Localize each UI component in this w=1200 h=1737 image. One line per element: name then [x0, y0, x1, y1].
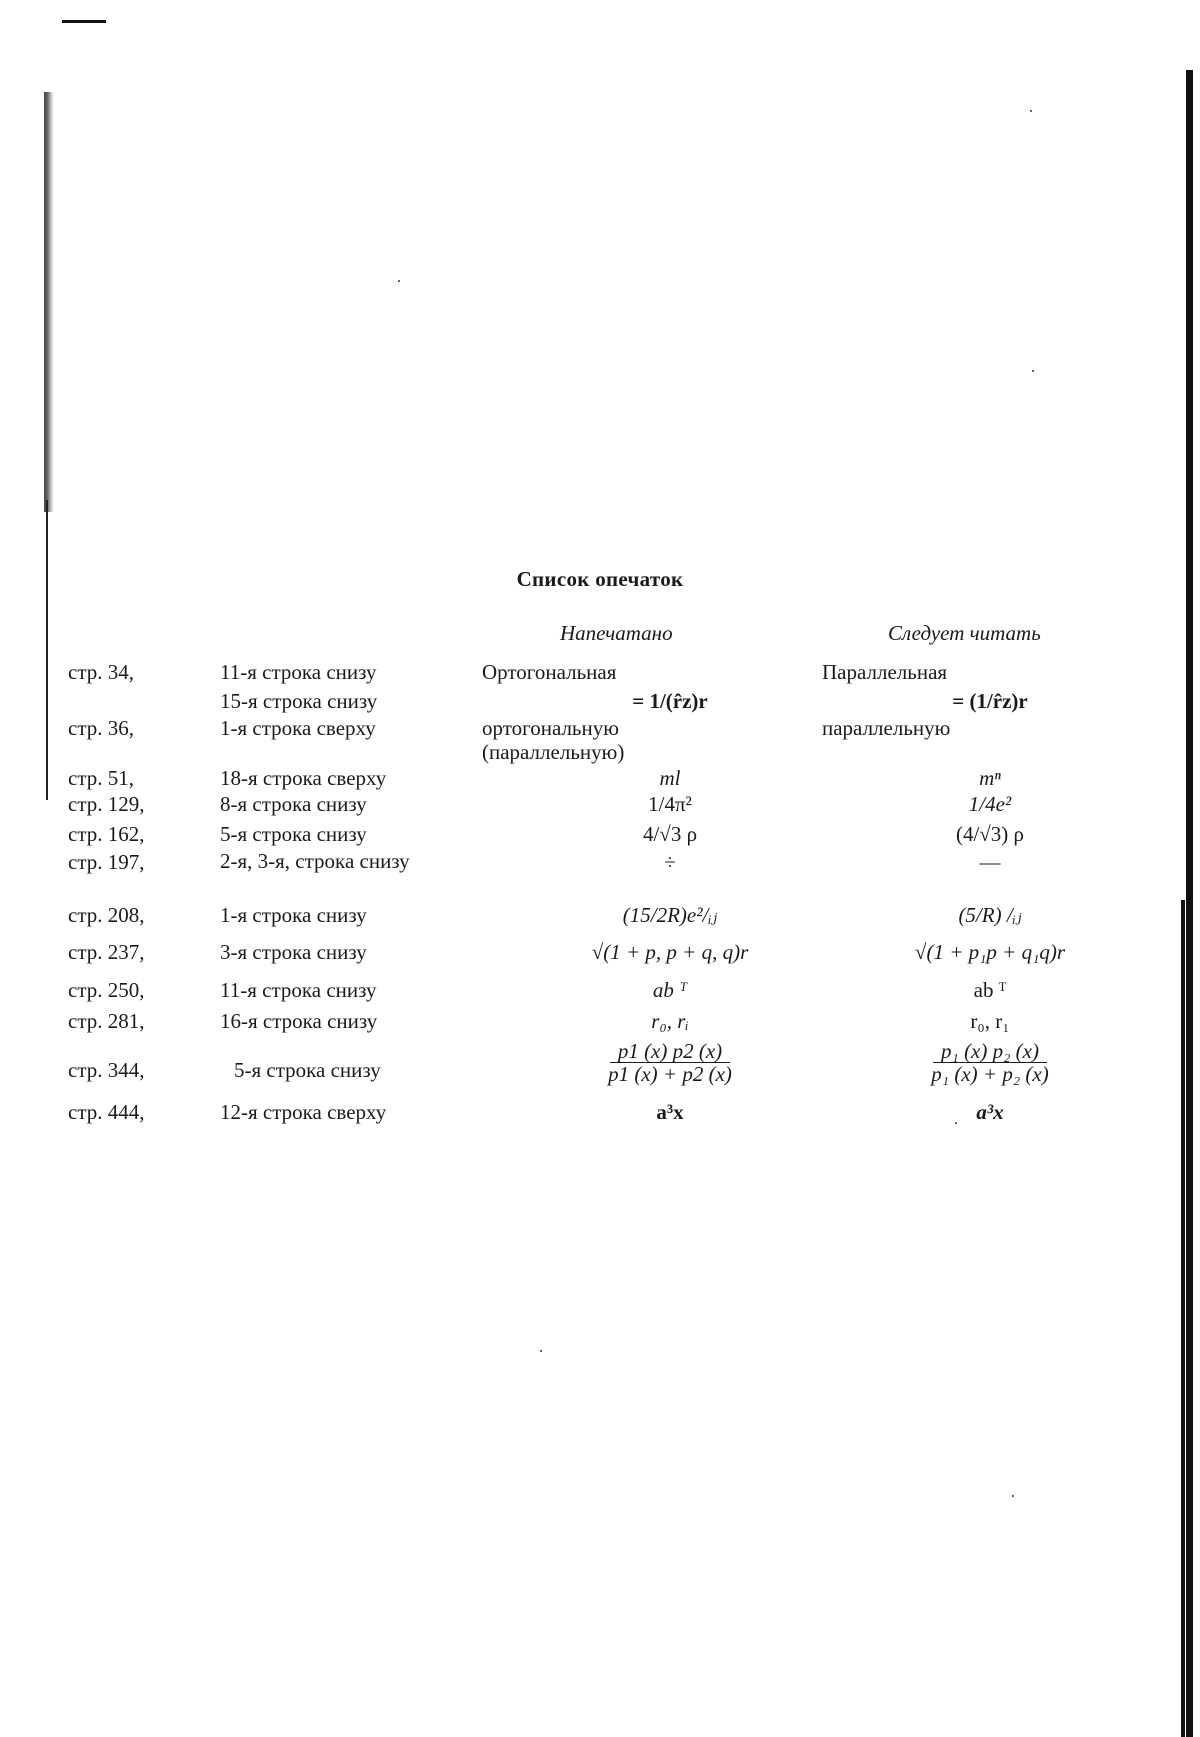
- printed-text: ортогональную: [482, 716, 619, 740]
- scan-dust: [398, 280, 400, 282]
- printed-text: = 1/(r̂z)r: [632, 689, 708, 713]
- line-ref: 3-я строка снизу: [220, 940, 367, 964]
- line-ref: 18-я строка сверху: [220, 766, 387, 790]
- printed-text: 4/√3 ρ: [642, 822, 698, 846]
- page-ref: стр. 51,: [68, 766, 135, 790]
- scan-edge-left: [44, 92, 54, 512]
- column-header-read: Следует читать: [888, 621, 1041, 645]
- correct-text: 1/4e²: [968, 792, 1012, 816]
- printed-text: r₀, rᵢ: [651, 1009, 689, 1033]
- page-ref: стр. 197,: [68, 850, 145, 874]
- line-ref: 1-я строка сверху: [220, 716, 376, 740]
- page-ref: стр. 237,: [68, 940, 145, 964]
- correct-text: (4/√3) ρ: [955, 822, 1025, 846]
- line-ref: 5-я строка снизу: [220, 822, 367, 846]
- correct-text: = (1/r̂z)r: [952, 689, 1028, 713]
- line-ref: 1-я строка снизу: [220, 903, 367, 927]
- page-ref: стр. 34,: [68, 660, 135, 684]
- correct-fraction: [840, 1040, 1140, 1085]
- printed-text-line2: (параллельную): [482, 740, 625, 764]
- printed-text: ab ᵀ: [652, 978, 688, 1002]
- printed-text: 1/4π²: [648, 792, 692, 816]
- page-title: Список опечаток: [516, 567, 684, 591]
- printed-text: ÷: [664, 850, 676, 874]
- correct-numerator: p₁ (x) p₂ (x): [933, 1040, 1047, 1063]
- printed-numerator: p1 (x) p2 (x): [610, 1040, 730, 1063]
- scan-mark: [62, 20, 106, 23]
- correct-text: a³x: [976, 1100, 1004, 1124]
- line-ref: 15-я строка снизу: [220, 689, 378, 713]
- line-ref: 8-я строка снизу: [220, 792, 367, 816]
- page-ref: стр. 129,: [68, 792, 145, 816]
- line-ref: 11-я строка снизу: [220, 978, 377, 1002]
- correct-text: √(1 + p₁p + q₁q)r: [914, 940, 1066, 964]
- line-ref: 11-я строка снизу: [220, 660, 377, 684]
- printed-text: Ортогональная: [482, 660, 617, 684]
- page-ref: стр. 36,: [68, 716, 135, 740]
- scan-dust: [540, 1350, 542, 1352]
- page-ref: стр. 444,: [68, 1100, 145, 1124]
- scan-edge-left-line: [46, 500, 48, 800]
- printed-text: (15/2R)e²/ᵢⱼ: [622, 903, 718, 927]
- scan-dust: [1032, 370, 1034, 372]
- printed-denominator: p1 (x) + p2 (x): [608, 1062, 732, 1086]
- correct-text: параллельную: [822, 716, 951, 740]
- page-ref: стр. 344,: [68, 1058, 145, 1082]
- correct-text: (5/R) /ᵢⱼ: [958, 903, 1022, 927]
- line-ref: 16-я строка снизу: [220, 1009, 378, 1033]
- column-header-printed: Напечатано: [560, 621, 673, 645]
- scan-edge-right: [1186, 70, 1193, 1737]
- page-ref: стр. 281,: [68, 1009, 145, 1033]
- correct-text: r₀, r₁: [970, 1009, 1010, 1033]
- scan-dust: [1030, 110, 1032, 112]
- printed-text: ml: [659, 766, 681, 790]
- page-ref: стр. 162,: [68, 822, 145, 846]
- correct-text: —: [979, 850, 1001, 874]
- line-ref: 5-я строка снизу: [234, 1058, 381, 1082]
- scan-dust: [1012, 1495, 1014, 1497]
- line-ref: 12-я строка сверху: [220, 1100, 387, 1124]
- printed-fraction: [520, 1040, 820, 1085]
- printed-text: √(1 + p, p + q, q)r: [591, 940, 749, 964]
- scan-edge-right-lower: [1181, 900, 1185, 1737]
- line-ref: 2-я, 3-я, строка снизу: [220, 849, 410, 873]
- printed-text: a³x: [656, 1100, 684, 1124]
- correct-text: Параллельная: [822, 660, 948, 684]
- correct-text: mⁿ: [979, 766, 1001, 790]
- correct-text: ab ᵀ: [973, 978, 1007, 1002]
- correct-denominator: p₁ (x) + p₂ (x): [931, 1062, 1049, 1086]
- page-ref: стр. 250,: [68, 978, 145, 1002]
- page-ref: стр. 208,: [68, 903, 145, 927]
